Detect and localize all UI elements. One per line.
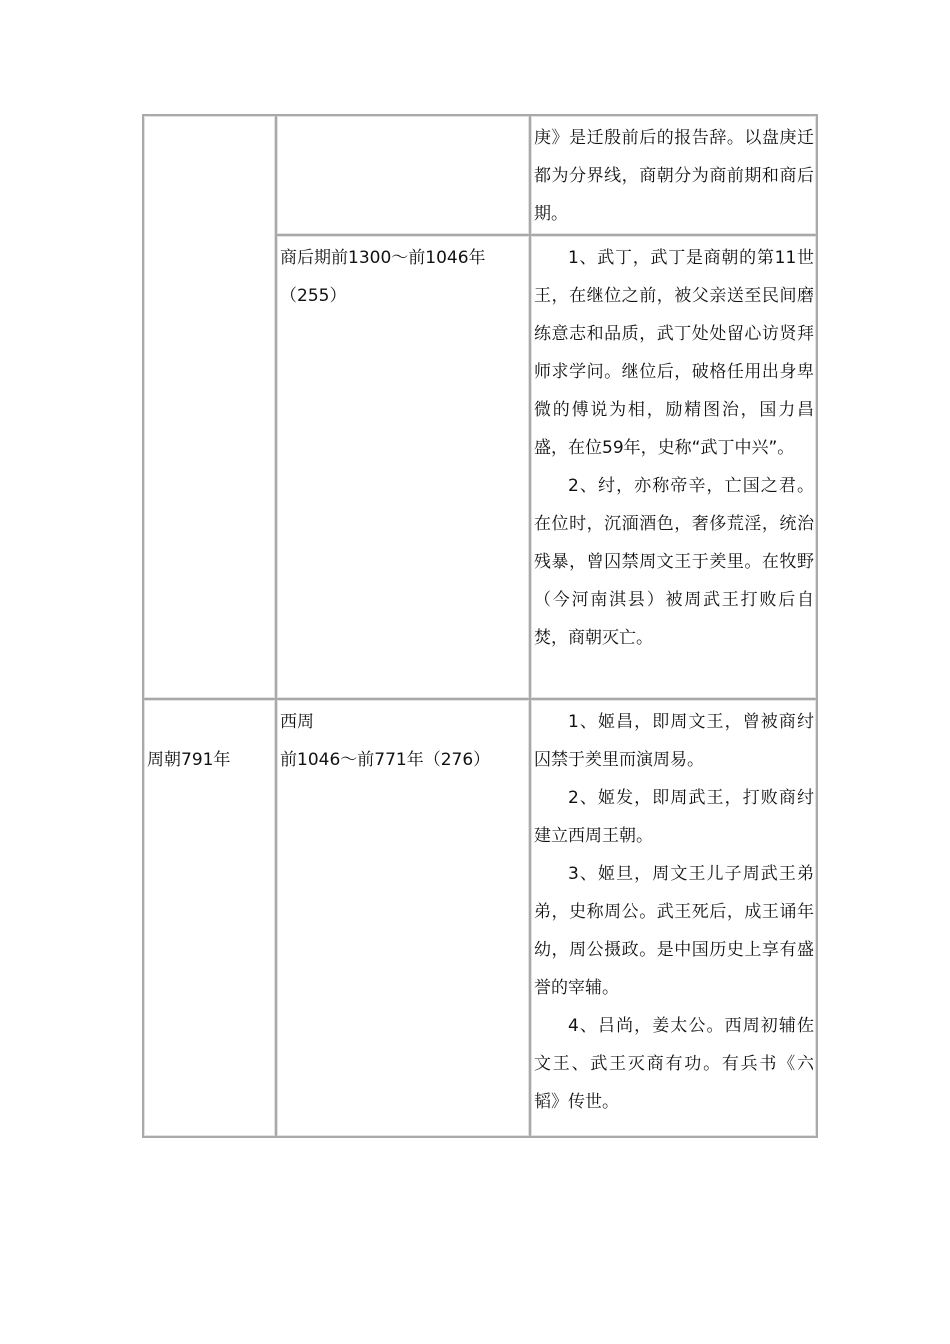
figure-entry: 2、纣，亦称帝辛，亡国之君。在位时，沉湎酒色，奢侈荒淫，统治残暴，曾囚禁周文王于羑里。在牧野（今河南淇县）被周武王打败后自焚，商朝灭亡。 <box>534 476 814 648</box>
figure-entry: 2、姬发，即周武王，打败商纣建立西周王朝。 <box>534 788 814 846</box>
dynasty-table <box>142 114 818 1138</box>
description-cell-shang-cont <box>530 115 817 235</box>
figure-entry: 3、姬旦，周文王儿子周武王弟弟，史称周公。武王死后，成王诵年幼，周公摄政。是中国历史上享有盛誉的宰辅。 <box>534 864 814 998</box>
dynasty-cell-shang <box>143 115 276 699</box>
figure-entry: 4、吕尚，姜太公。西周初辅佐文王、武王灭商有功。有兵书《六韬》传世。 <box>534 1016 814 1112</box>
period-label <box>277 116 529 119</box>
period-name: 西周 <box>280 712 314 732</box>
dynasty-label: 周朝791年 <box>147 750 231 770</box>
period-label: 商后期前1300～前1046年（255） <box>280 248 486 306</box>
period-range: 前1046～前771年（276） <box>280 750 491 770</box>
figure-entry: 1、姬昌，即周文王，曾被商纣囚禁于羑里而演周易。 <box>534 712 814 770</box>
table-row <box>143 115 817 235</box>
period-cell-zhou <box>276 699 530 1137</box>
period-cell-shang-late <box>276 235 530 699</box>
description-cell-shang-late <box>530 235 817 699</box>
figure-entry: 1、武丁，武丁是商朝的第11世王，在继位之前，被父亲送至民间磨练意志和品质，武丁处处留心访贤拜师求学问。继位后，破格任用出身卑微的傅说为相，励精图治，国力昌盛，在位59年，史称“武丁中兴”。 <box>534 248 814 458</box>
dynasty-cell-zhou <box>143 699 276 1137</box>
description-cell-zhou <box>530 699 817 1137</box>
period-cell-shang-cont <box>276 115 530 235</box>
dynasty-label <box>144 116 275 119</box>
table-row <box>143 699 817 1137</box>
description-text: 庚》是迁殷前后的报告辞。以盘庚迁都为分界线，商朝分为商前期和商后期。 <box>534 128 814 224</box>
